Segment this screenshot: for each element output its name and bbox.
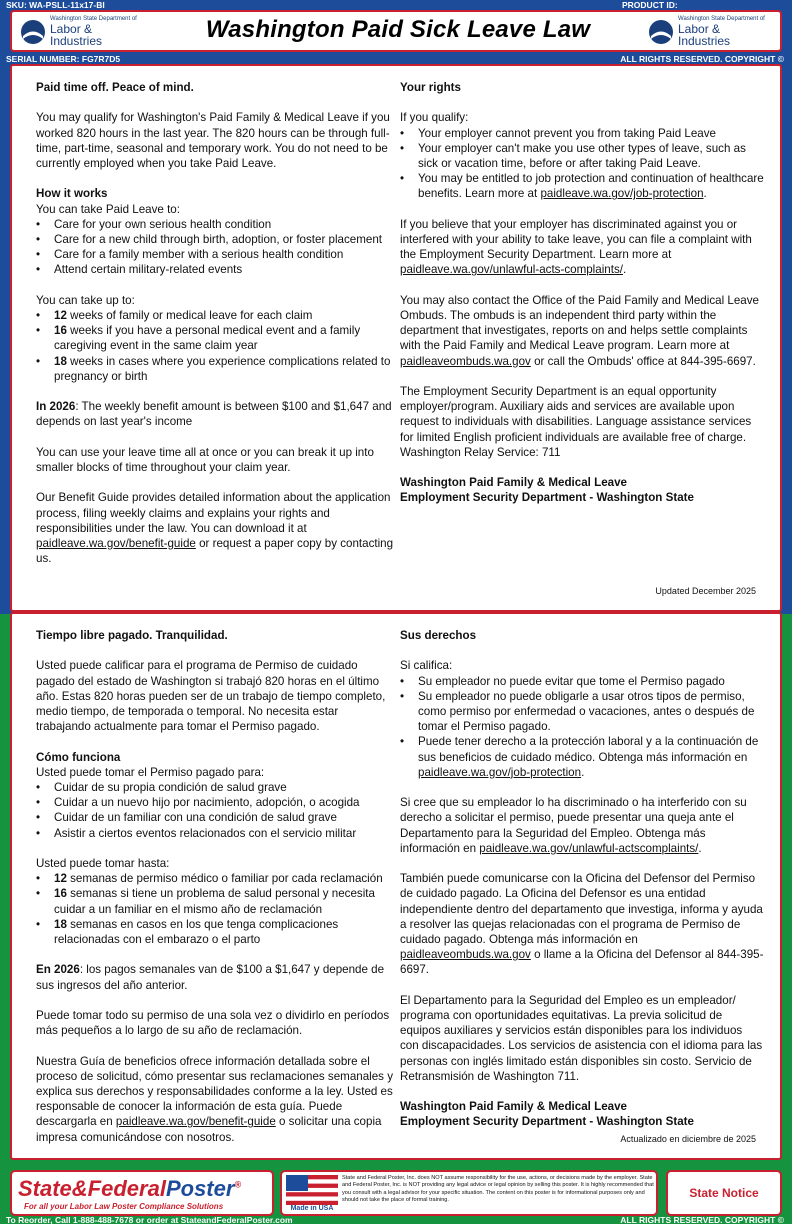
lni-seal-icon — [20, 19, 46, 45]
signature-line1: Washington Paid Family & Medical Leave — [400, 1100, 627, 1114]
year-label: In 2026 — [36, 400, 76, 414]
heading-how-it-works: How it works — [36, 187, 108, 201]
state-notice-label: State Notice — [689, 1186, 759, 1200]
product-id-label: PRODUCT ID: — [622, 0, 678, 10]
rights-list — [400, 674, 764, 780]
updated-date: Actualizado en diciembre de 2025 — [620, 1134, 756, 1144]
equal-opportunity-paragraph: The Employment Security Department is an equal opportunity employer/program. Auxiliary aids and services are available upon request to individuals with disabilities. Language assistance services for limited English proficient individuals are available free of charge. Washington Relay Service: 711 — [400, 385, 752, 459]
list-item: • Care for a new child through birth, adoption, or foster placement — [36, 232, 394, 247]
ombuds-text: You may also contact the Office of the Paid Family and Medical Leave Ombuds. The ombuds is an independent third party within the department that investigates, reports on and helps settle complaints with the Paid Family and Medical Leave program. Learn more at — [400, 293, 759, 353]
paid-leave-reasons-list — [36, 217, 394, 278]
benefit-amount-text: : The weekly benefit amount is between $100 and $1,647 and depends on last year's income — [36, 400, 392, 429]
benefit-amount-paragraph — [36, 399, 394, 429]
weeks-text: weeks if you have a personal medical event and a family caregiving event in the same claim year — [54, 324, 361, 353]
ombuds-text: También puede comunicarse con la Oficina del Defensor del Permiso de cuidado pagado. La Oficina del Defensor es una entidad independiente dentro del departamento que investiga, informa y ayuda a resolver las quejas relacionadas con el programa de Permiso de cuidado pagado. Obtenga más información en — [400, 872, 763, 947]
list-item: • Attend certain military-related events — [36, 262, 394, 277]
list-item: • Your employer cannot prevent you from taking Paid Leave — [400, 126, 764, 141]
list-item — [36, 323, 394, 353]
complaints-link[interactable]: paidleave.wa.gov/unlawful-actscomplaints/ — [479, 841, 699, 855]
weeks-text: semanas si tiene un problema de salud personal y necesita cuidar a un familiar en el mismo año de reclamación — [54, 887, 375, 916]
list-item: • Your employer can't make you use other types of leave, such as sick or vacation time, before or after taking Paid Leave. — [400, 141, 764, 171]
brand-tagline: For all your Labor Law Poster Compliance Solutions — [24, 1202, 224, 1211]
leave-blocks-paragraph: You can use your leave time all at once or you can break it up into smaller blocks of time throughout your claim year. — [36, 445, 374, 474]
benefit-guide-paragraph — [36, 1054, 394, 1145]
paid-leave-reasons-intro: You can take Paid Leave to: — [36, 202, 180, 216]
list-item — [36, 354, 394, 384]
list-item: • Cuidar de su propia condición de salud grave — [36, 780, 394, 795]
list-item — [36, 871, 394, 886]
reorder-text: To Reorder, Call 1-888-488-7678 or order at StateandFederalPoster.com — [6, 1215, 293, 1224]
weeks-count: 12 — [54, 309, 67, 322]
leave-duration-intro: Usted puede tomar hasta: — [36, 857, 170, 870]
copyright-top: ALL RIGHTS RESERVED. COPYRIGHT © — [620, 54, 784, 64]
leave-duration-list — [36, 871, 394, 947]
list-item: • Asistir a ciertos eventos relacionados con el servicio militar — [36, 826, 394, 841]
brand-state: State&Federal — [18, 1176, 166, 1201]
logo-line2: Labor & Industries — [678, 21, 731, 49]
brand-logo — [18, 1176, 241, 1202]
intro-paragraph: You may qualify for Washington's Paid Family & Medical Leave if you worked 820 hours in the last year. The 820 hours can be through full-time, part-time, seasonal and temporary work. You do not need to be currently employed when you take Paid Leave. — [36, 111, 390, 170]
complaint-text: If you believe that your employer has discriminated against you or interfered with your ability to take leave, you can file a complaint with the Employment Security Department. Learn more at — [400, 217, 752, 262]
list-item: • Su empleador no puede evitar que tome el Permiso pagado — [400, 674, 764, 689]
benefit-guide-link[interactable]: paidleave.wa.gov/benefit-guide — [115, 1115, 276, 1129]
heading-tiempo-libre: Tiempo libre pagado. Tranquilidad. — [36, 629, 228, 642]
page-title: Washington Paid Sick Leave Law — [205, 16, 591, 43]
signature-line2: Employment Security Department - Washington State — [400, 1115, 694, 1129]
benefit-guide-link[interactable]: paidleave.wa.gov/benefit-guide — [36, 537, 196, 550]
brand-box — [10, 1170, 274, 1216]
heading-your-rights: Your rights — [400, 81, 461, 94]
weeks-text: weeks in cases where you experience complications related to pregnancy or birth — [54, 354, 391, 383]
list-item — [400, 171, 764, 201]
logo-line2: Labor & Industries — [50, 21, 103, 49]
job-protection-link[interactable]: paidleave.wa.gov/job-protection — [418, 765, 582, 779]
list-item — [36, 886, 394, 916]
leave-blocks-paragraph: Puede tomar todo su permiso de una sola vez o dividirlo en períodos más pequeños a lo largo de su año de reclamación. — [36, 1009, 390, 1038]
heading-sus-derechos: Sus derechos — [400, 629, 477, 642]
paid-leave-reasons-intro: Usted puede tomar el Permiso pagado para: — [36, 765, 265, 779]
made-in-usa-label: Made in USA — [290, 1205, 334, 1212]
state-notice-box — [666, 1170, 782, 1216]
benefit-guide-text-end: or request a paper copy by contacting us. — [36, 537, 394, 566]
if-you-qualify: If you qualify: — [400, 111, 469, 125]
spanish-panel — [10, 612, 782, 1160]
benefit-guide-text: Our Benefit Guide provides detailed information about the application process, filing weekly claims and explains your rights and responsibilities under the law. You can download it at — [36, 491, 391, 535]
english-right-column — [400, 80, 764, 506]
list-item — [36, 917, 394, 947]
spanish-right-column — [400, 628, 764, 1130]
signature-line1: Washington Paid Family & Medical Leave — [400, 476, 627, 490]
list-item — [36, 308, 394, 323]
benefit-guide-text: Nuestra Guía de beneficios ofrece información detallada sobre el proceso de solicitud, cómo presentar sus reclamaciones semanales y explica sus derechos y responsabilidades conforme a la ley. Usted es responsable de conocer la información de esta guía. Puede descargarla en — [36, 1054, 394, 1129]
list-item: • Care for a family member with a serious health condition — [36, 247, 394, 262]
ombuds-paragraph — [400, 871, 764, 977]
list-item: • Care for your own serious health condition — [36, 217, 394, 232]
rights-list — [400, 126, 764, 202]
logo-line1: Washington State Department of — [678, 16, 765, 23]
job-protection-link[interactable]: paidleave.wa.gov/job-protection — [540, 187, 704, 201]
ombuds-link[interactable]: paidleaveombuds.wa.gov — [400, 354, 531, 368]
job-protection-text: You may be entitled to job protection and continuation of healthcare benefits. Learn more at — [418, 172, 764, 201]
weeks-text: semanas en casos en los que tenga complicaciones relacionadas con el embarazo o el parto — [54, 917, 339, 947]
period: . — [703, 187, 707, 201]
weeks-text: weeks of family or medical leave for each claim — [66, 309, 313, 322]
signature-line2: Employment Security Department - Washington State — [400, 491, 694, 505]
sku-label: SKU: WA-PSLL-11x17-BI — [6, 0, 105, 10]
weeks-count: 16 — [54, 324, 67, 338]
benefit-guide-paragraph — [36, 490, 394, 566]
list-item: • Cuidar de un familiar con una condición de salud grave — [36, 810, 394, 825]
benefit-guide-text-end: o solicitar una copia impresa comunicándose con nosotros. — [36, 1115, 382, 1144]
lni-logo-right — [648, 16, 774, 48]
complaint-text: Si cree que su empleador lo ha discriminado o ha interferido con su derecho a solicitar el permiso, puede presentar una queja ante el Departamento para la Seguridad del Empleo. Obtenga más información en — [400, 796, 747, 855]
ombuds-link[interactable]: paidleaveombuds.wa.gov — [400, 948, 531, 962]
complaint-paragraph — [400, 217, 764, 278]
weeks-text: semanas de permiso médico o familiar por cada reclamación — [66, 872, 383, 886]
usa-flag-icon — [286, 1175, 338, 1205]
serial-number: SERIAL NUMBER: FG7R7D5 — [6, 54, 121, 64]
intro-paragraph: Usted puede calificar para el programa de Permiso de cuidado pagado del estado de Washington si trabajó 820 horas en el último año. Estas 820 horas pueden ser de un trabajo de tiempo completo, medio tiempo, de temporada o temporal. No necesita estar trabajando actualmente para tomar el Permiso pagado. — [36, 659, 386, 734]
weeks-count: 16 — [54, 887, 67, 901]
disclaimer-box — [280, 1170, 658, 1216]
equal-opportunity-paragraph: El Departamento para la Seguridad del Empleo es un empleador/ programa con oportunidades equitativas. La previa solicitud de equipos auxiliares y servicios están disponibles para los individuos con discapacidades. Los servicios de asistencia con el idioma para las personas con inglés limitado están disponibles sin costo. Servicio de Retransmisión de Washington 711. — [400, 993, 763, 1083]
list-item: • Cuidar a un nuevo hijo por nacimiento, adopción, o acogida — [36, 795, 394, 810]
benefit-amount-paragraph — [36, 962, 394, 992]
period: . — [622, 263, 627, 277]
english-panel — [10, 64, 782, 612]
lni-logo-left — [20, 16, 146, 48]
heading-paid-time-off: Paid time off. Peace of mind. — [36, 81, 194, 94]
header — [10, 10, 782, 52]
weeks-count: 18 — [54, 354, 67, 368]
weeks-count: 18 — [54, 917, 67, 931]
job-protection-text: Puede tener derecho a la protección laboral y a la continuación de sus beneficios de cuidado médico. Obtenga más información en — [418, 735, 759, 764]
weeks-count: 12 — [54, 872, 67, 886]
registered-mark: ® — [234, 1179, 242, 1190]
english-left-column — [36, 80, 394, 582]
lni-seal-icon — [648, 19, 674, 45]
ombuds-text-end: or call the Ombuds' office at 844-395-6697. — [530, 354, 756, 368]
brand-poster: Poster — [165, 1176, 235, 1201]
list-item — [400, 734, 764, 780]
if-you-qualify: Si califica: — [400, 659, 453, 673]
disclaimer-text: State and Federal Poster, Inc. does NOT assume responsibility for the use, actions, or decisions made by the employer. State and Federal Poster, Inc. is NOT providing any legal advice or legal opinion by selling this poster. It is highly recommended that you consult with a legal advisor for your specific situation. The content on this poster is for informational purposes only and should not take the place of formal training. — [342, 1175, 654, 1203]
period: . — [698, 841, 702, 855]
ombuds-text-end: o llame a la Oficina del Defensor al 844-395-6697. — [400, 948, 764, 977]
logo-line1: Washington State Department of — [50, 16, 137, 23]
year-label: En 2026 — [36, 963, 80, 977]
complaints-link[interactable]: paidleave.wa.gov/unlawful-acts-complaints/ — [400, 263, 623, 277]
period: . — [581, 765, 585, 779]
spanish-left-column — [36, 628, 394, 1160]
ombuds-paragraph — [400, 293, 764, 369]
heading-como-funciona: Cómo funciona — [36, 750, 121, 764]
updated-date: Updated December 2025 — [655, 586, 756, 596]
complaint-paragraph — [400, 795, 764, 856]
list-item: • Su empleador no puede obligarle a usar otros tipos de permiso, como permiso por enfermedad o vacaciones, antes o después de tomar el Permiso pagado. — [400, 689, 764, 735]
copyright-bottom: ALL RIGHTS RESERVED. COPYRIGHT © — [620, 1215, 784, 1224]
leave-duration-intro: You can take up to: — [36, 293, 135, 307]
benefit-amount-text: : los pagos semanales van de $100 a $1,647 y depende de sus ingresos del año anterior. — [36, 963, 385, 992]
leave-duration-list — [36, 308, 394, 384]
paid-leave-reasons-list — [36, 780, 394, 841]
